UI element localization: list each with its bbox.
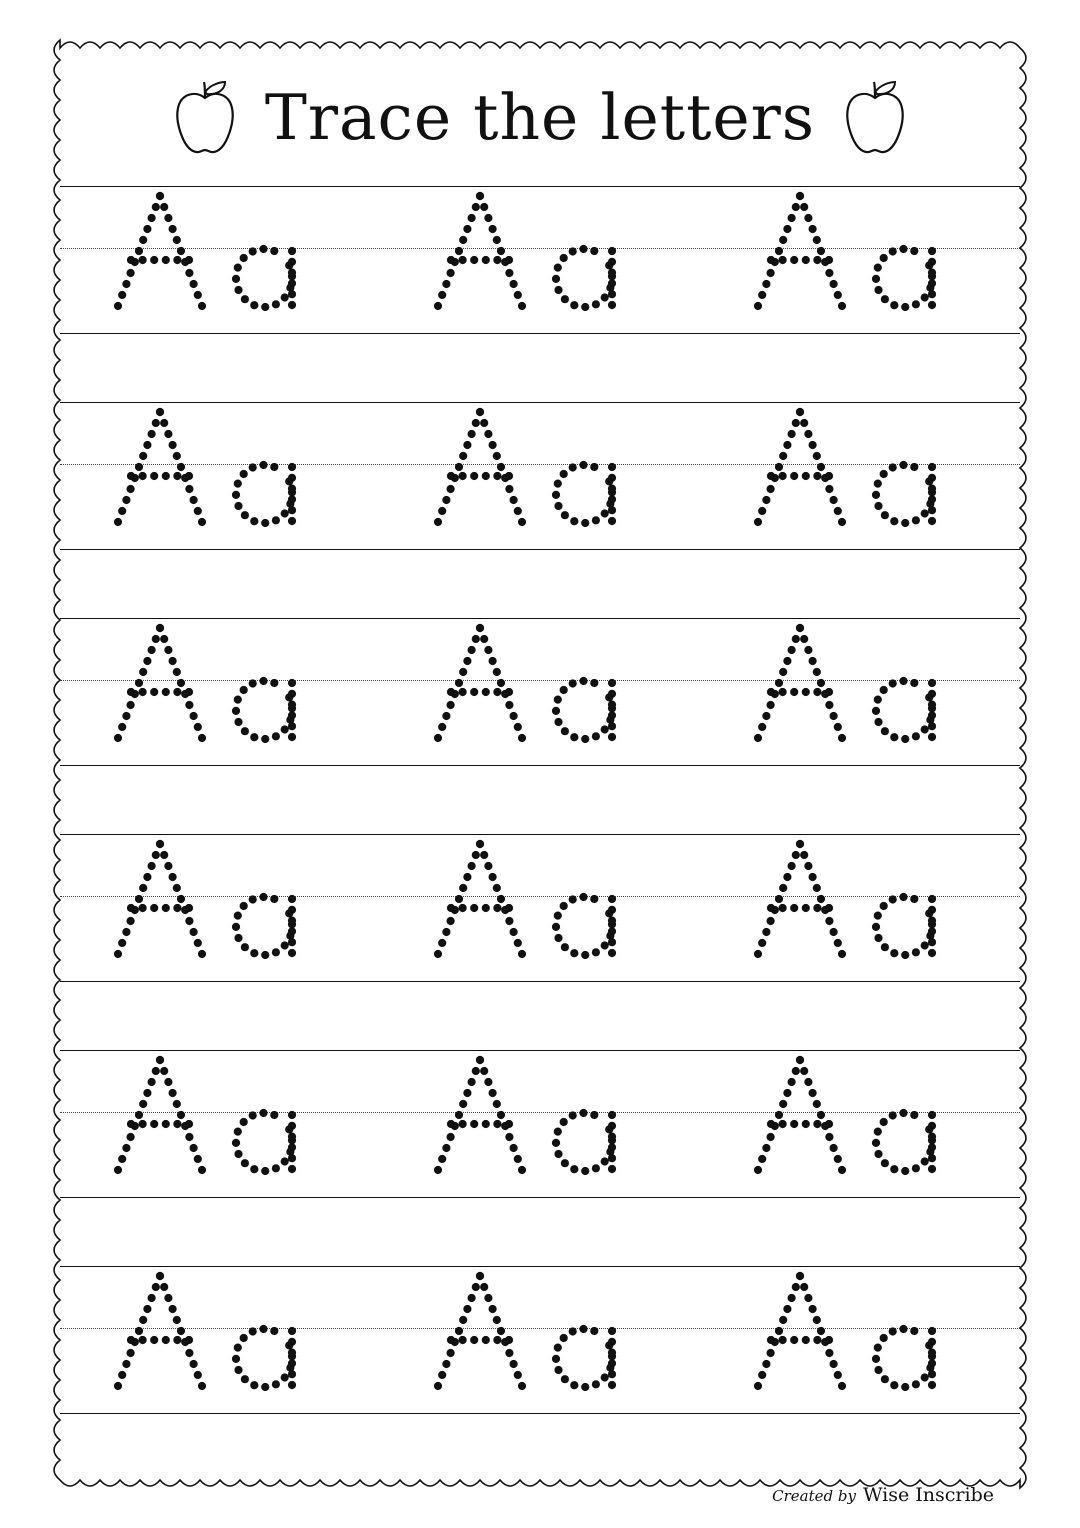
tracing-glyph-row — [60, 186, 1020, 334]
tracing-row — [60, 186, 1020, 334]
tracing-glyph-row — [60, 834, 1020, 982]
apple-icon — [841, 78, 909, 156]
tracing-letter-group[interactable] — [752, 1266, 1052, 1414]
tracing-glyph-row — [60, 402, 1020, 550]
tracing-row — [60, 834, 1020, 982]
tracing-row — [60, 618, 1020, 766]
tracing-letter-group[interactable] — [752, 402, 1052, 550]
tracing-row — [60, 1050, 1020, 1198]
tracing-letter-group[interactable] — [432, 618, 732, 766]
tracing-letter-group[interactable] — [112, 834, 412, 982]
tracing-letter-group[interactable] — [432, 834, 732, 982]
tracing-letter-group[interactable] — [112, 1050, 412, 1198]
credit-created-by-label: Created by — [772, 1487, 856, 1505]
tracing-letter-group[interactable] — [432, 1050, 732, 1198]
apple-icon — [171, 78, 239, 156]
tracing-letter-group[interactable] — [752, 834, 1052, 982]
tracing-glyph-row — [60, 1050, 1020, 1198]
tracing-letter-group[interactable] — [112, 402, 412, 550]
tracing-letter-group[interactable] — [112, 186, 412, 334]
tracing-letter-group[interactable] — [432, 186, 732, 334]
tracing-letter-group[interactable] — [432, 402, 732, 550]
tracing-letter-group[interactable] — [112, 1266, 412, 1414]
tracing-glyph-row — [60, 618, 1020, 766]
page-title: Trace the letters — [264, 80, 816, 154]
credit-brand-name: Wise Inscribe — [862, 1484, 994, 1506]
footer-credit — [772, 1484, 994, 1506]
worksheet-header — [90, 62, 990, 172]
tracing-glyph-row — [60, 1266, 1020, 1414]
tracing-letter-group[interactable] — [432, 1266, 732, 1414]
tracing-letter-group[interactable] — [752, 1050, 1052, 1198]
tracing-row — [60, 402, 1020, 550]
tracing-row — [60, 1266, 1020, 1414]
tracing-rows — [60, 186, 1020, 1414]
tracing-letter-group[interactable] — [752, 618, 1052, 766]
tracing-letter-group[interactable] — [112, 618, 412, 766]
tracing-letter-group[interactable] — [752, 186, 1052, 334]
